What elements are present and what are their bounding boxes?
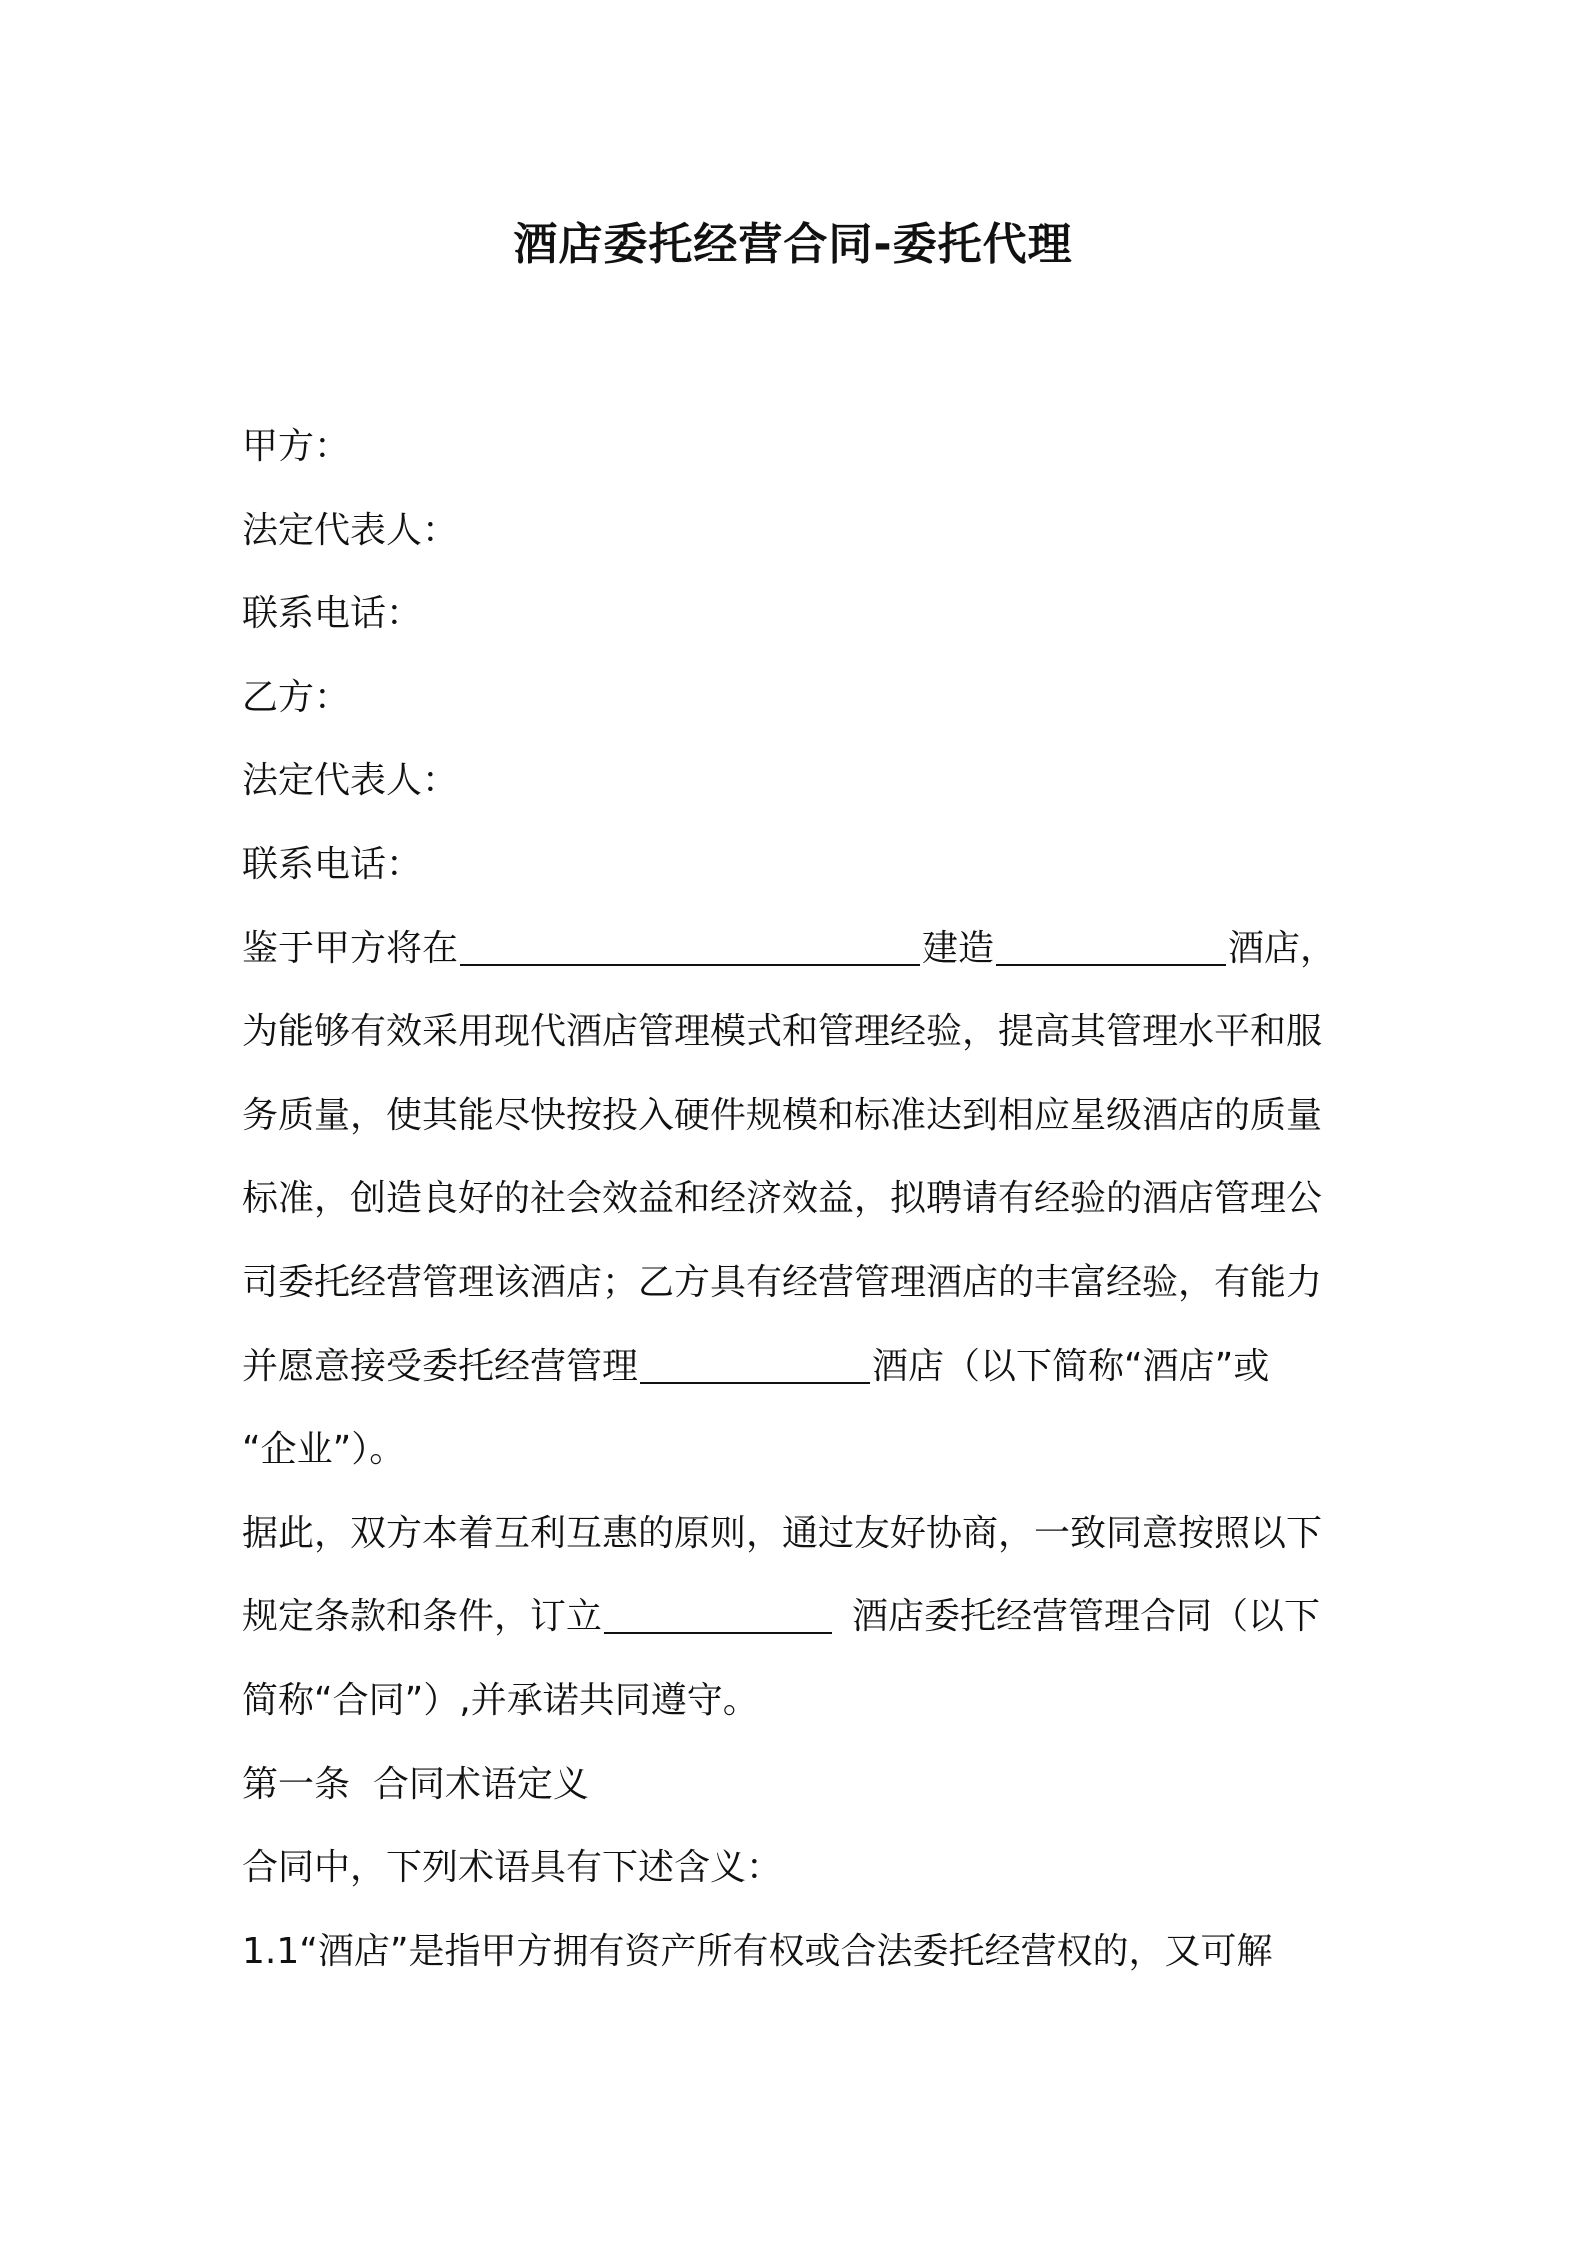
- recital-text: 酒店（以下简称“酒店”或: [872, 1345, 1270, 1387]
- recital-text: 建造: [922, 927, 995, 969]
- recital-line: 标准，创造良好的社会效益和经济效益，拟聘请有经验的酒店管理公: [242, 1178, 1323, 1220]
- hotel-name-blank: [996, 914, 1226, 966]
- party-b-representative-line: 法定代表人：: [242, 760, 459, 802]
- recital-line: 司委托经营管理该酒店；乙方具有经营管理酒店的丰富经验，有能力: [242, 1261, 1323, 1303]
- article-1-intro: 合同中，下列术语具有下述含义：: [242, 1847, 783, 1889]
- party-b-phone-line: 联系电话：: [242, 843, 423, 885]
- recital-line: 务质量，使其能尽快按投入硬件规模和标准达到相应星级酒店的质量: [242, 1094, 1323, 1136]
- document-title: 酒店委托经营合同-委托代理: [513, 219, 1073, 270]
- contract-name-blank: [604, 1582, 832, 1634]
- recital-text: 鉴于甲方将在: [242, 927, 459, 969]
- agreement-text: 规定条款和条件，订立: [242, 1596, 603, 1638]
- recital-text: 并愿意接受委托经营管理: [242, 1345, 639, 1387]
- hotel-name-blank: [640, 1332, 870, 1384]
- recital-line: “企业”）。: [242, 1429, 406, 1471]
- recital-line: [242, 907, 1352, 991]
- recital-line: [242, 1325, 1352, 1409]
- agreement-line: 简称“合同”）,并承诺共同遵守。: [242, 1679, 759, 1721]
- agreement-line: 据此，双方本着互利互惠的原则，通过友好协商，一致同意按照以下: [242, 1512, 1323, 1554]
- article-1-heading: 第一条 合同术语定义: [242, 1763, 589, 1805]
- recital-line: 为能够有效采用现代酒店管理模式和管理经验，提高其管理水平和服: [242, 1011, 1323, 1053]
- location-blank: [460, 914, 920, 966]
- recital-text: 酒店，: [1228, 927, 1337, 969]
- agreement-line: [242, 1575, 1352, 1659]
- clause-1-1: 1.1“酒店”是指甲方拥有资产所有权或合法委托经营权的，又可解: [242, 1930, 1273, 1972]
- party-a-representative-line: 法定代表人：: [242, 509, 459, 551]
- party-b-line: 乙方：: [242, 676, 351, 718]
- party-a-phone-line: 联系电话：: [242, 593, 423, 635]
- party-a-line: 甲方：: [242, 426, 351, 467]
- document-body: [242, 405, 1352, 1993]
- agreement-text: 酒店委托经营管理合同（以下: [852, 1596, 1321, 1638]
